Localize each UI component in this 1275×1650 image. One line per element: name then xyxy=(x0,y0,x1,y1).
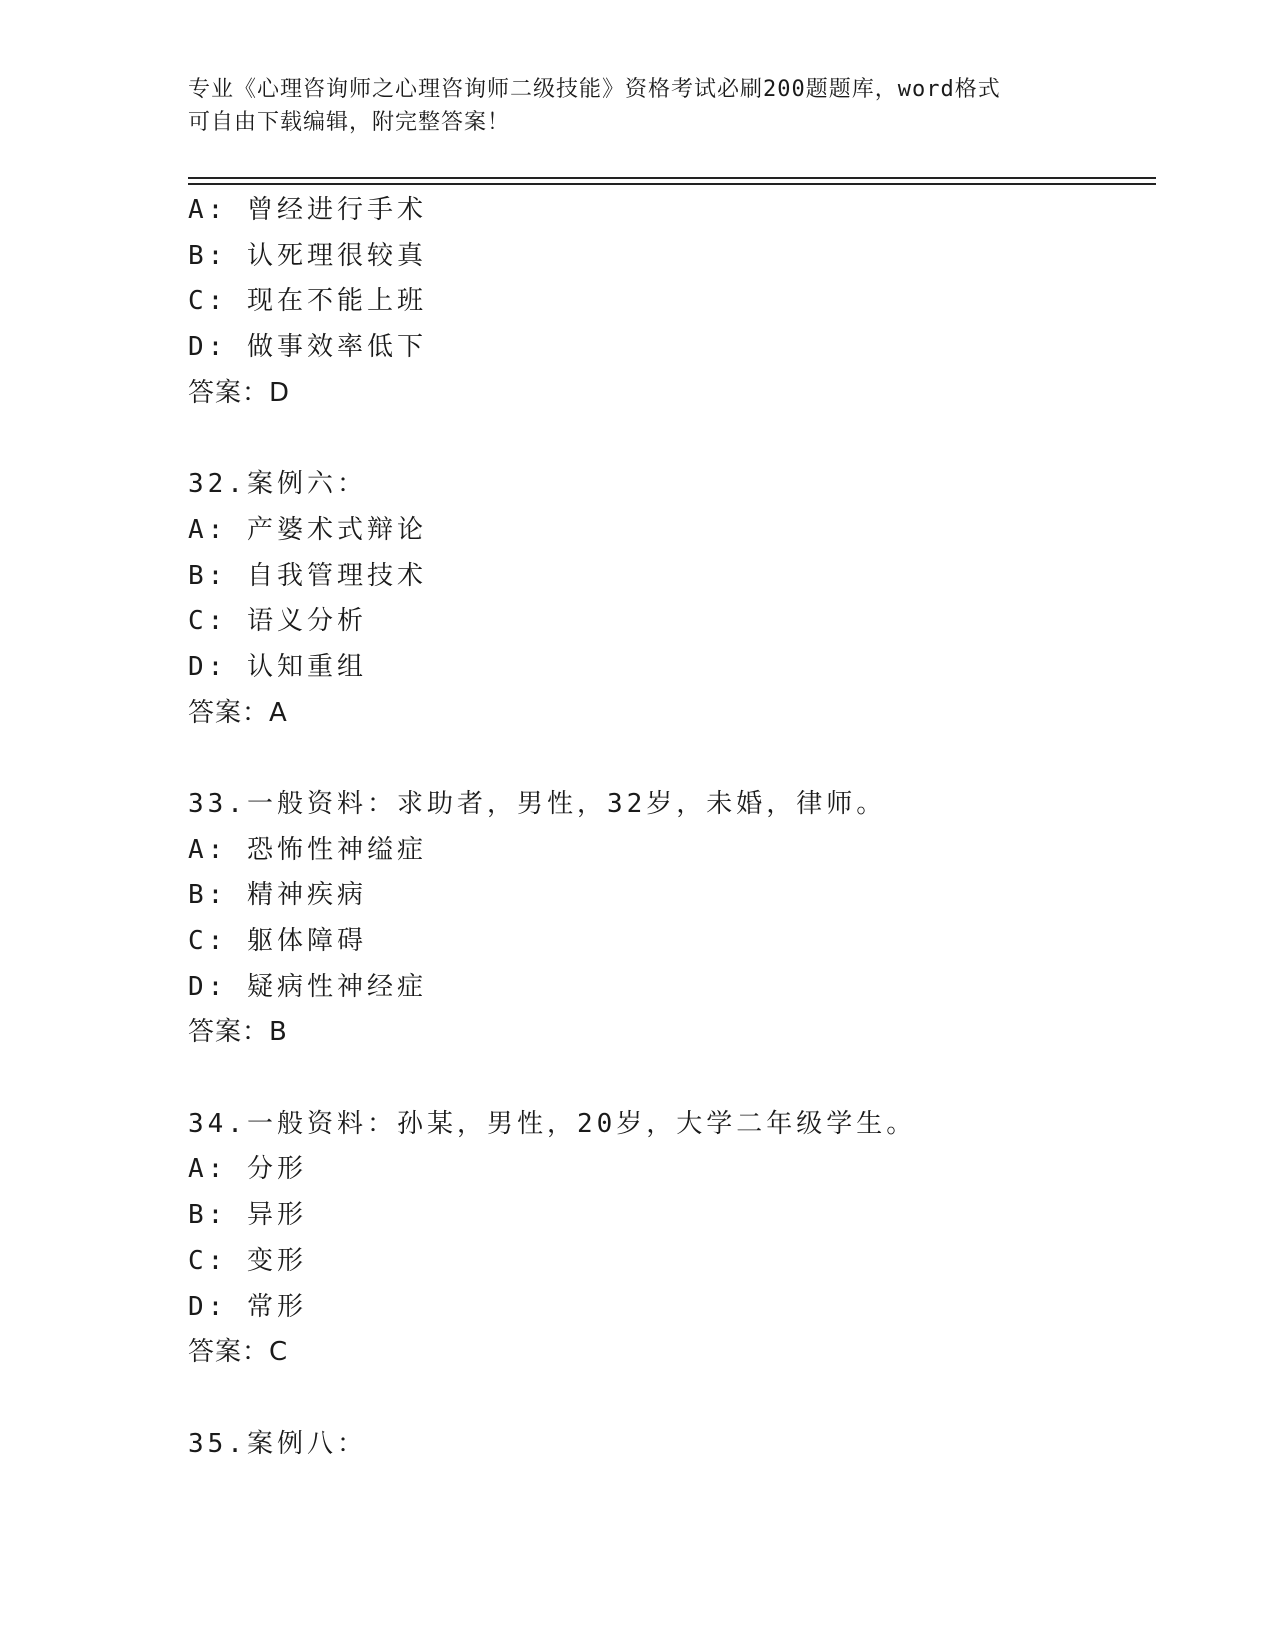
option-a: A: 分形 xyxy=(188,1154,307,1185)
question-32 xyxy=(188,462,1148,736)
option-d: D: 疑病性神经症 xyxy=(188,971,427,1002)
option-b: B: 精神疾病 xyxy=(188,880,367,911)
header-line-1: 专业《心理咨询师之心理咨询师二级技能》资格考试必刷200题题库，word格式 xyxy=(188,77,1001,102)
answer-line: 答案：D xyxy=(188,377,291,408)
header-line-2: 可自由下载编辑，附完整答案！ xyxy=(188,110,511,135)
option-a: A: 恐怖性神缢症 xyxy=(188,834,427,865)
question-stem: 32.案例六： xyxy=(188,469,367,500)
option-c: C: 现在不能上班 xyxy=(188,286,427,317)
option-c: C: 躯体障碍 xyxy=(188,926,367,956)
question-list xyxy=(188,188,1148,1467)
option-c: C: 变形 xyxy=(188,1245,307,1276)
spacer xyxy=(188,736,1148,782)
spacer xyxy=(188,1376,1148,1422)
answer-line: 答案：C xyxy=(188,1337,289,1368)
option-b: B: 自我管理技术 xyxy=(188,560,427,591)
option-b: B: 异形 xyxy=(188,1200,307,1231)
option-d: D: 认知重组 xyxy=(188,651,367,682)
question-31-continued xyxy=(188,188,1148,416)
spacer xyxy=(188,416,1148,462)
question-35 xyxy=(188,1422,1148,1468)
question-34 xyxy=(188,1102,1148,1376)
spacer xyxy=(188,1056,1148,1102)
option-a: A: 产婆术式辩论 xyxy=(188,514,427,545)
option-b: B: 认死理很较真 xyxy=(188,240,427,271)
option-a: A: 曾经进行手术 xyxy=(188,195,427,225)
answer-line: 答案：A xyxy=(188,697,288,728)
answer-line: 答案：B xyxy=(188,1017,288,1048)
question-33 xyxy=(188,782,1148,1056)
header-divider-bottom xyxy=(188,183,1156,185)
document-header xyxy=(188,73,1088,139)
question-stem: 35.案例八： xyxy=(188,1428,367,1459)
option-d: D: 做事效率低下 xyxy=(188,332,427,363)
question-stem: 34.一般资料：孙某，男性，20岁，大学二年级学生。 xyxy=(188,1108,917,1139)
option-c: C: 语义分析 xyxy=(188,606,367,637)
option-d: D: 常形 xyxy=(188,1291,307,1322)
question-stem: 33.一般资料：求助者，男性，32岁，未婚，律师。 xyxy=(188,788,887,819)
header-divider-top xyxy=(188,177,1156,179)
